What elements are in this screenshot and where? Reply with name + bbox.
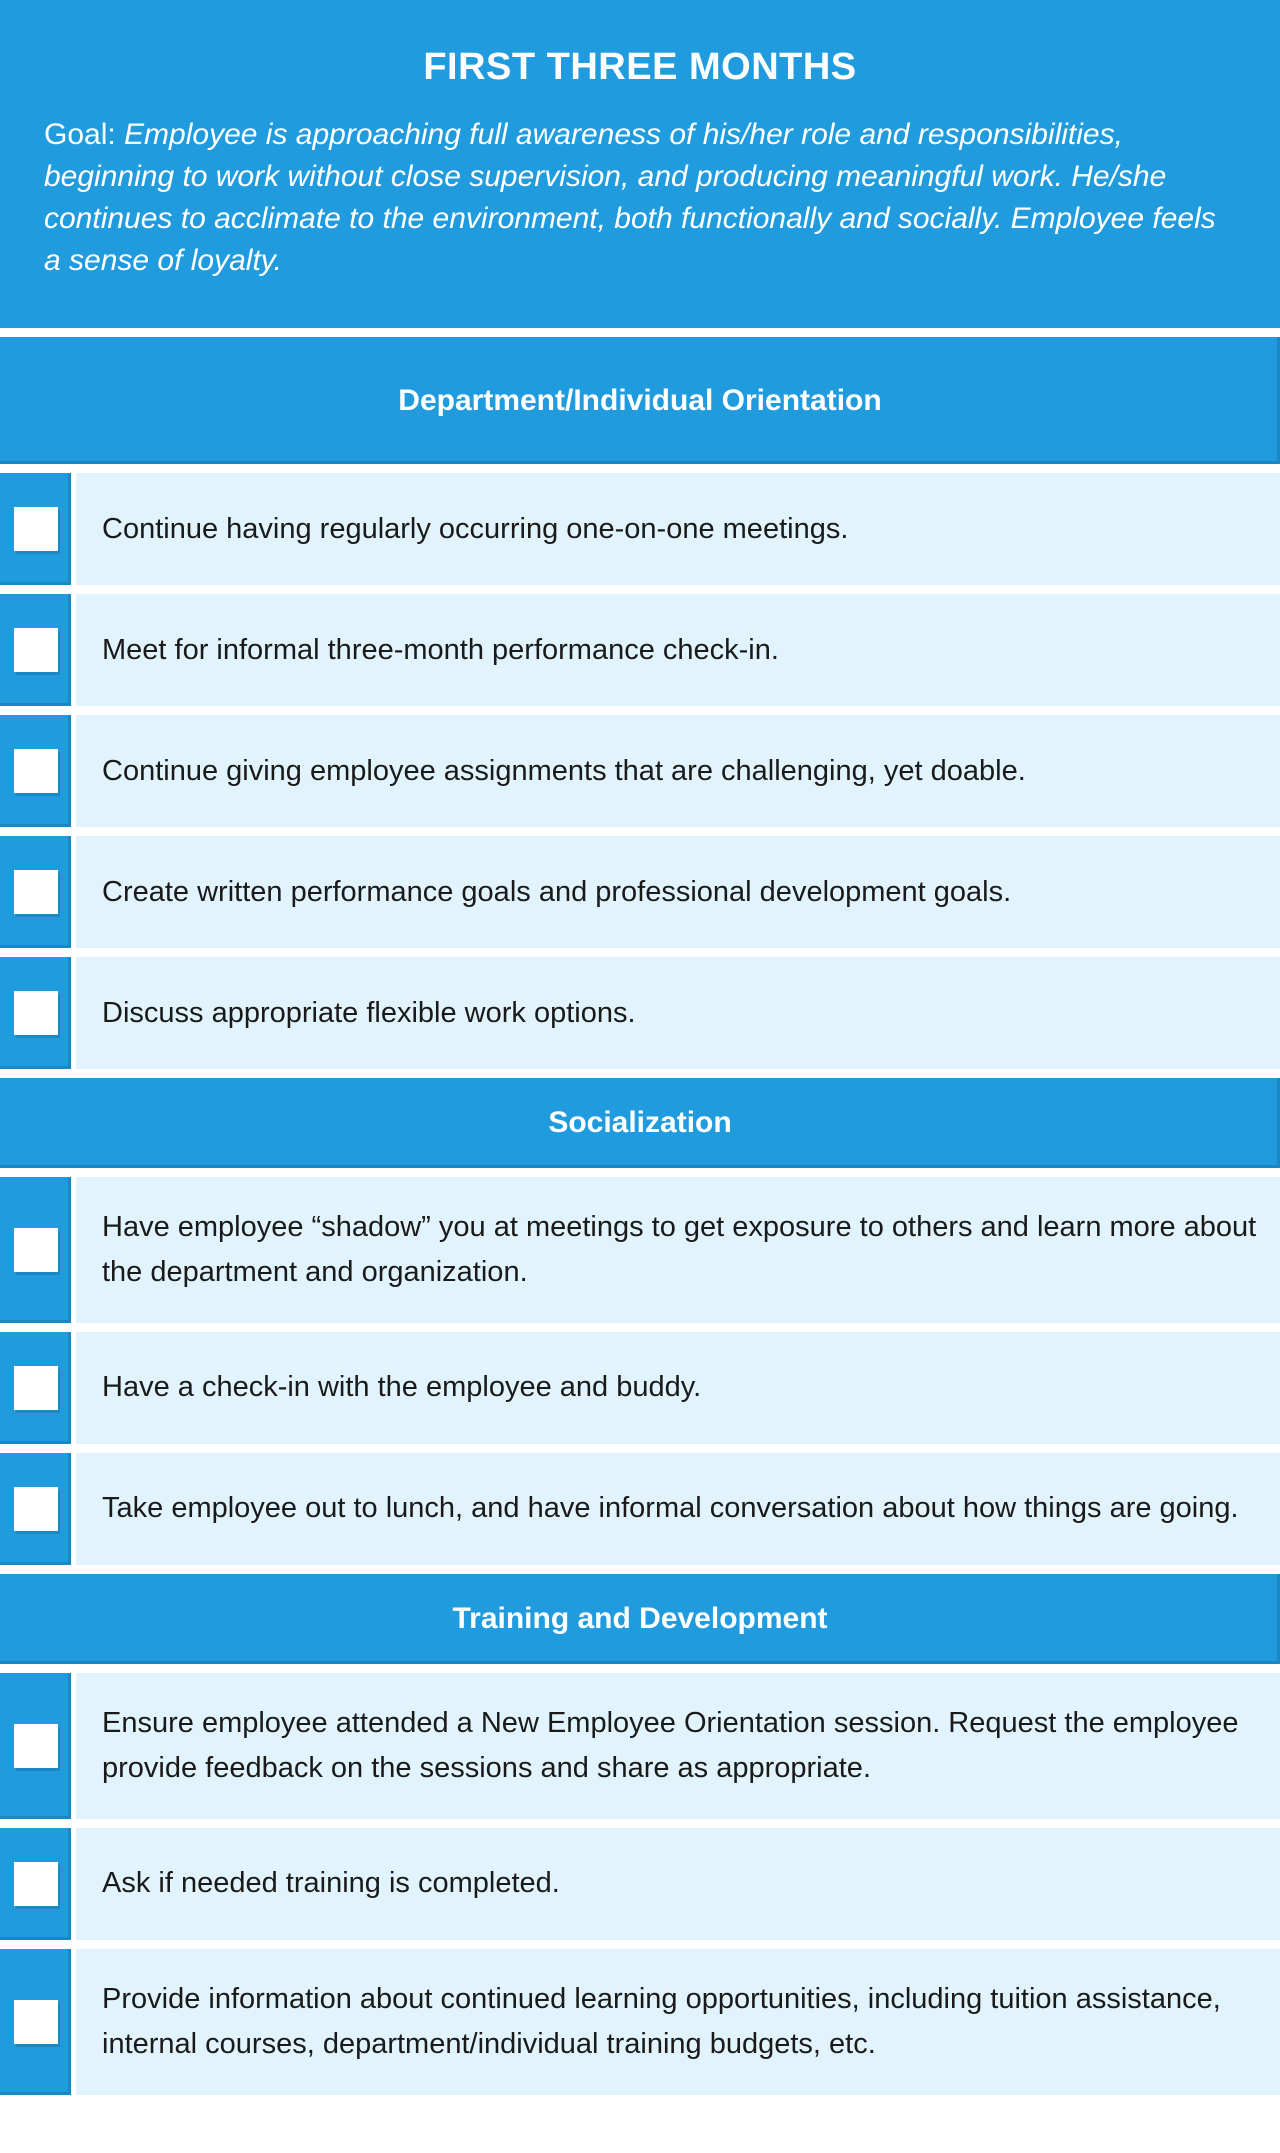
checklist-row <box>0 1332 1280 1444</box>
checklist-row <box>0 715 1280 827</box>
checkbox[interactable] <box>14 1487 58 1531</box>
checklist-row <box>0 1177 1280 1323</box>
checkbox[interactable] <box>14 1724 58 1768</box>
checkbox-cell <box>0 1949 71 2095</box>
section <box>0 337 1280 1069</box>
checkbox[interactable] <box>14 991 58 1035</box>
row-text: Ask if needed training is completed. <box>76 1828 1280 1940</box>
section-heading: Training and Development <box>452 1601 828 1635</box>
checklist-row <box>0 594 1280 706</box>
row-text: Meet for informal three-month performance check-in. <box>76 594 1280 706</box>
section <box>0 1078 1280 1565</box>
section-heading: Socialization <box>548 1106 732 1139</box>
checklist-row <box>0 1673 1280 1819</box>
page-header <box>0 0 1280 328</box>
checkbox-cell <box>0 1453 71 1565</box>
page-title: FIRST THREE MONTHS <box>423 46 857 88</box>
checklist-row <box>0 836 1280 948</box>
checkbox[interactable] <box>14 1366 58 1410</box>
goal-paragraph <box>44 114 1236 282</box>
checkbox[interactable] <box>14 507 58 551</box>
checklist-row <box>0 1828 1280 1940</box>
row-text: Continue giving employee assignments that are challenging, yet doable. <box>76 715 1280 827</box>
checkbox[interactable] <box>14 749 58 793</box>
checkbox-cell <box>0 836 71 948</box>
checklist-row <box>0 957 1280 1069</box>
checkbox-cell <box>0 715 71 827</box>
checkbox[interactable] <box>14 1228 58 1272</box>
checklist <box>0 337 1280 2095</box>
goal-label: Goal: <box>44 117 125 151</box>
section-header-band <box>0 1078 1280 1168</box>
checkbox[interactable] <box>14 1862 58 1906</box>
checkbox-cell <box>0 1332 71 1444</box>
row-text: Take employee out to lunch, and have informal conversation about how things are going. <box>76 1453 1280 1565</box>
section-header-band <box>0 337 1280 464</box>
checkbox-cell <box>0 594 71 706</box>
checkbox[interactable] <box>14 2000 58 2044</box>
checkbox[interactable] <box>14 870 58 914</box>
checklist-row <box>0 473 1280 585</box>
checkbox-cell <box>0 473 71 585</box>
checklist-row <box>0 1453 1280 1565</box>
row-text: Provide information about continued learning opportunities, including tuition assistance, internal courses, department/individual training budgets, etc. <box>76 1949 1280 2095</box>
row-text: Ensure employee attended a New Employee Orientation session. Request the employee provide feedback on the sessions and share as appropriate. <box>76 1673 1280 1819</box>
checkbox-cell <box>0 957 71 1069</box>
row-text: Continue having regularly occurring one-on-one meetings. <box>76 473 1280 585</box>
checkbox-cell <box>0 1828 71 1940</box>
row-text: Have a check-in with the employee and buddy. <box>76 1332 1280 1444</box>
row-text: Have employee “shadow” you at meetings to get exposure to others and learn more about the department and organization. <box>76 1177 1280 1323</box>
row-text: Discuss appropriate flexible work options. <box>76 957 1280 1069</box>
section-header-band <box>0 1574 1280 1664</box>
row-text: Create written performance goals and professional development goals. <box>76 836 1280 948</box>
section-heading: Department/Individual Orientation <box>398 383 882 417</box>
checklist-row <box>0 1949 1280 2095</box>
section <box>0 1574 1280 2095</box>
checkbox[interactable] <box>14 628 58 672</box>
checkbox-cell <box>0 1673 71 1819</box>
checkbox-cell <box>0 1177 71 1323</box>
goal-text: Employee is approaching full awareness of his/her role and responsibilities, beginning to work without close supervision, and producing meaningful work. He/she continues to acclimate to the environment, both functionally and socially. Employee feels a sense of loyalty. <box>44 117 1216 277</box>
